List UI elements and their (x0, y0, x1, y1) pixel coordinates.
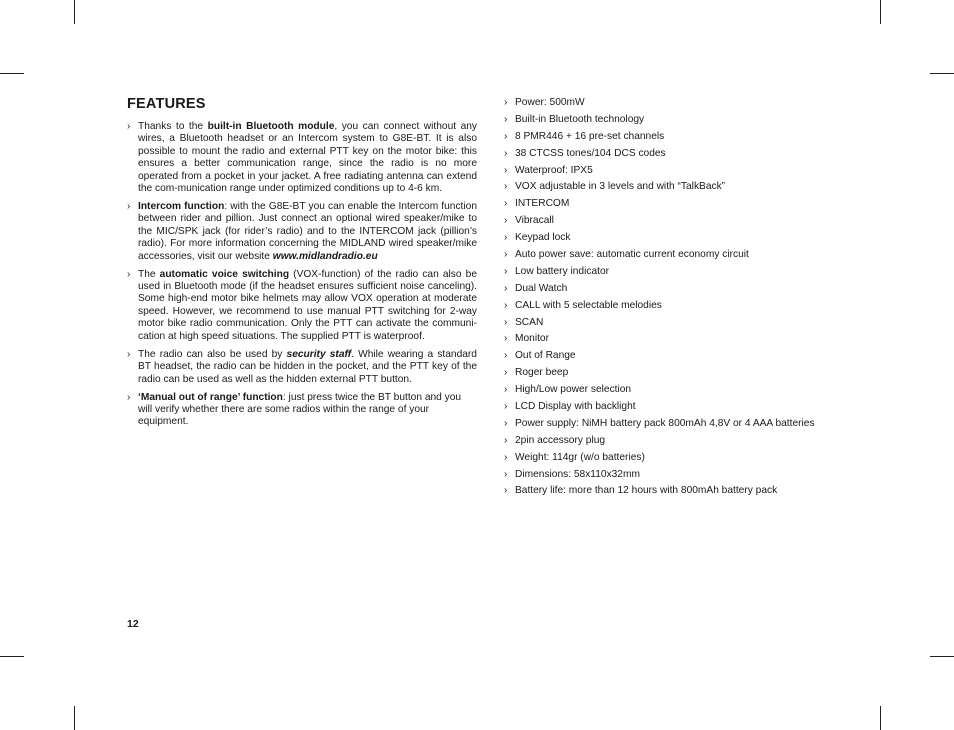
spec-item (504, 316, 844, 333)
spec-item (504, 417, 844, 434)
feature-bold: built-in Bluetooth module (207, 121, 335, 132)
bullet-icon: › (504, 468, 508, 480)
bullet-icon: › (504, 249, 508, 261)
spec-text: Out of Range (515, 350, 576, 362)
spec-text: Power supply: NiMH battery pack 800mAh 4,8V or 4 AAA batteries (515, 417, 815, 429)
spec-item (504, 248, 844, 265)
spec-text: Roger beep (515, 367, 569, 379)
crop-mark (930, 656, 954, 657)
bullet-icon: › (504, 265, 508, 277)
feature-text: (VOX-function) of the radio can also be used in Bluetooth mode (if the headset ensures sufficient noise canceling). Some high-end motor bike helmets may allow VOX operation at moderate speed. However, we recommend to use manual PTT switching for 2-way motor bike radio communication. Only the PTT can activate the communi-cation at high speed situations. The supplied PTT is waterproof. (138, 268, 477, 342)
feature-security (127, 349, 477, 386)
feature-bold-italic: security staff (286, 348, 352, 360)
spec-text: Waterproof: IPX5 (515, 164, 593, 176)
feature-text: Thanks to the (138, 121, 208, 132)
website-link[interactable]: www.midlandradio.eu (272, 250, 378, 262)
spec-text: 8 PMR446 + 16 pre-set channels (515, 130, 665, 142)
page-number: 12 (127, 618, 139, 630)
spec-text: INTERCOM (515, 198, 570, 210)
bullet-icon: › (127, 201, 131, 213)
bullet-icon: › (504, 333, 508, 345)
spec-item (504, 113, 844, 130)
bullet-icon: › (504, 434, 508, 446)
spec-text: VOX adjustable in 3 levels and with “TalkBack” (515, 181, 726, 193)
spec-text: LCD Display with backlight (515, 401, 636, 413)
spec-item (504, 400, 844, 417)
bullet-icon: › (504, 198, 508, 210)
bullet-icon: › (504, 485, 508, 497)
spec-text: SCAN (515, 316, 544, 328)
spec-item (504, 383, 844, 400)
feature-vox (127, 269, 477, 343)
bullet-icon: › (504, 299, 508, 311)
spec-item (504, 282, 844, 299)
spec-text: Dual Watch (515, 282, 568, 294)
bullet-icon: › (504, 417, 508, 429)
feature-bold: Intercom function (138, 201, 225, 213)
spec-item (504, 349, 844, 366)
bullet-icon: › (504, 232, 508, 244)
bullet-icon: › (504, 147, 508, 159)
bullet-icon: › (504, 367, 508, 379)
crop-mark (930, 73, 954, 74)
feature-out-of-range (127, 392, 477, 429)
feature-text: : with the G8E-BT you can enable the Intercom function between rider and pillion. Just connect an optional wired speaker/mike to the MIC/SPK jack (for rider’s radio) and to the INTERCOM jack (pillion’s radio). For more information concerning the MIDLAND wired speaker/mike accessories, visit our website (138, 201, 477, 262)
crop-mark (880, 0, 881, 24)
bullet-icon: › (127, 268, 131, 280)
feature-text: . While wearing a standard BT headset, the radio can be hidden in the pocket, and the PTT key of the radio can be used as well as the hidden external PTT button. (138, 348, 477, 385)
bullet-icon: › (127, 348, 131, 360)
spec-text: Weight: 114gr (w/o batteries) (515, 451, 645, 463)
bullet-icon: › (127, 391, 131, 403)
feature-bold: automatic voice switching (159, 268, 290, 280)
spec-item (504, 332, 844, 349)
bullet-icon: › (504, 130, 508, 142)
spec-item (504, 214, 844, 231)
spec-text: Built-in Bluetooth technology (515, 113, 645, 125)
spec-text: 38 CTCSS tones/104 DCS codes (515, 147, 666, 159)
specs-list (504, 96, 844, 501)
spec-item (504, 366, 844, 383)
bullet-icon: › (504, 350, 508, 362)
spec-item (504, 299, 844, 316)
bullet-icon: › (504, 401, 508, 413)
crop-mark (0, 656, 24, 657)
crop-mark (0, 73, 24, 74)
spec-item (504, 231, 844, 248)
spec-text: 2pin accessory plug (515, 434, 606, 446)
feature-bluetooth (127, 121, 477, 195)
spec-item (504, 468, 844, 485)
spec-item (504, 484, 844, 501)
spec-text: Battery life: more than 12 hours with 800mAh battery pack (515, 485, 778, 497)
spec-item (504, 130, 844, 147)
bullet-icon: › (504, 164, 508, 176)
bullet-icon: › (504, 113, 508, 125)
bullet-icon: › (504, 451, 508, 463)
spec-item (504, 265, 844, 282)
spec-text: Vibracall (515, 215, 554, 227)
bullet-icon: › (504, 181, 508, 193)
spec-item (504, 197, 844, 214)
spec-item (504, 96, 844, 113)
spec-text: Keypad lock (515, 232, 571, 244)
bullet-icon: › (504, 215, 508, 227)
bullet-icon: › (504, 384, 508, 396)
spec-text: Auto power save: automatic current economy circuit (515, 249, 749, 261)
spec-text: Power: 500mW (515, 97, 585, 108)
features-list (127, 121, 477, 434)
bullet-icon: › (504, 316, 508, 328)
feature-text: : just press twice the BT button and you will verify whether there are some radios within the range of your equipment. (138, 391, 462, 428)
spec-item (504, 451, 844, 468)
spec-text: Monitor (515, 333, 549, 345)
feature-text: The (138, 268, 160, 280)
crop-mark (74, 0, 75, 24)
spec-item (504, 180, 844, 197)
feature-text: , you can connect without any wires, a Bluetooth headset or an Intercom system to G8E-BT. It is also possible to mount the radio and external PTT key on the motor bike: this ensures a better communication range, since the radio is no more operated from a pocket in your jacket. A free radiating antenna can extend the com-munication range under optimized conditions up to 4-6 km. (138, 121, 478, 195)
page-heading: FEATURES (127, 96, 206, 112)
crop-mark (880, 706, 881, 730)
bullet-icon: › (504, 282, 508, 294)
bullet-icon: › (504, 97, 508, 108)
spec-text: CALL with 5 selectable melodies (515, 299, 662, 311)
spec-text: Low battery indicator (515, 265, 610, 277)
feature-intercom (127, 201, 477, 263)
spec-item (504, 147, 844, 164)
spec-item (504, 434, 844, 451)
crop-mark (74, 706, 75, 730)
bullet-icon: › (127, 121, 131, 132)
feature-text: The radio can also be used by (138, 348, 287, 360)
spec-item (504, 164, 844, 181)
feature-bold: ‘Manual out of range’ function (138, 391, 283, 403)
spec-text: Dimensions: 58x110x32mm (515, 468, 640, 480)
spec-text: High/Low power selection (515, 384, 632, 396)
